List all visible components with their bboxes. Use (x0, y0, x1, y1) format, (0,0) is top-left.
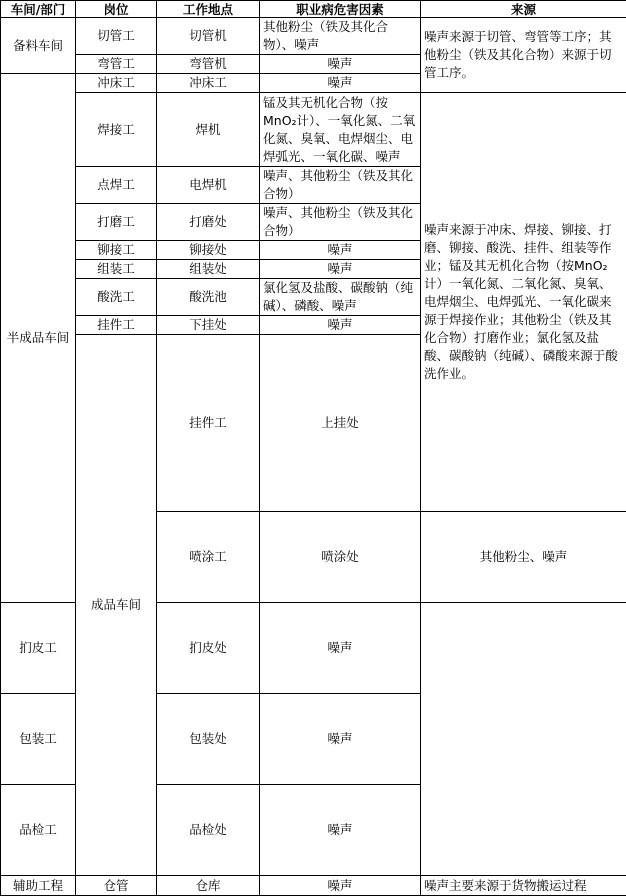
hazard-cell: 噪声 (260, 603, 421, 694)
post-cell: 打磨工 (76, 204, 157, 241)
post-cell: 组装工 (76, 260, 157, 279)
workplace-cell: 酸洗池 (157, 279, 260, 316)
department-cell: 辅助工程 (1, 876, 76, 896)
post-cell: 挂件工 (157, 335, 260, 512)
post-cell: 仓管 (76, 876, 157, 896)
header-source: 来源 (421, 1, 626, 18)
post-cell: 喷涂工 (157, 512, 260, 603)
workplace-cell: 喷涂处 (260, 512, 421, 603)
source-cell: 噪声来源于切管、弯管等工序；其他粉尘（铁及其化合物）来源于切管工序。 (421, 18, 626, 93)
hazard-cell: 噪声、其他粉尘（铁及其化合物） (260, 167, 421, 204)
post-cell: 冲床工 (76, 74, 157, 93)
header-row (1, 1, 626, 18)
post-cell: 酸洗工 (76, 279, 157, 316)
workplace-cell: 下挂处 (157, 316, 260, 335)
post-cell: 扪皮工 (1, 603, 76, 694)
post-cell: 包装工 (1, 694, 76, 785)
department-cell: 成品车间 (76, 335, 157, 876)
post-cell: 品检工 (1, 785, 76, 876)
workplace-cell: 上挂处 (260, 335, 421, 512)
post-cell: 点焊工 (76, 167, 157, 204)
header-hazard: 职业病危害因素 (260, 1, 421, 18)
hazard-cell: 噪声 (260, 241, 421, 260)
post-cell: 挂件工 (76, 316, 157, 335)
workplace-cell: 仓库 (157, 876, 260, 896)
workplace-cell: 品检处 (157, 785, 260, 876)
header-post: 岗位 (76, 1, 157, 18)
table-row (1, 93, 626, 167)
hazard-cell: 噪声 (260, 316, 421, 335)
workplace-cell: 切管机 (157, 18, 260, 55)
hazard-cell: 噪声 (260, 694, 421, 785)
hazard-cell: 氯化氢及盐酸、碳酸钠（纯碱）、磷酸、噪声 (260, 279, 421, 316)
post-cell: 弯管工 (76, 55, 157, 74)
workplace-cell: 冲床工 (157, 74, 260, 93)
hazard-cell: 其他粉尘、噪声 (421, 512, 626, 603)
workplace-cell: 焊机 (157, 93, 260, 167)
table-row (1, 876, 626, 896)
header-workplace: 工作地点 (157, 1, 260, 18)
post-cell: 焊接工 (76, 93, 157, 167)
hazard-cell: 噪声 (260, 74, 421, 93)
source-cell: 噪声来源于冲床、焊接、铆接、打磨、铆接、酸洗、挂件、组装等作业；锰及其无机化合物（按MnO₂计）一氧化氮、二氧化氮、臭氧、电焊烟尘、电焊弧光、一氧化碳来源于焊接作业；其他粉尘（铁及其化合物）打磨作业；氯化氢及盐酸、碳酸钠（纯碱）、磷酸来源于酸洗作业。 (421, 93, 626, 512)
hazard-cell: 噪声、其他粉尘（铁及其化合物） (260, 204, 421, 241)
hazard-cell: 噪声 (260, 876, 421, 896)
workplace-cell: 弯管机 (157, 55, 260, 74)
hazard-cell: 噪声 (260, 55, 421, 74)
hazard-cell: 噪声 (260, 260, 421, 279)
workplace-cell: 组装处 (157, 260, 260, 279)
workplace-cell: 打磨处 (157, 204, 260, 241)
header-department: 车间/部门 (1, 1, 76, 18)
workplace-cell: 电焊机 (157, 167, 260, 204)
department-cell: 备料车间 (1, 18, 76, 74)
workplace-cell: 扪皮处 (157, 603, 260, 694)
post-cell: 切管工 (76, 18, 157, 55)
hazard-cell: 噪声 (260, 785, 421, 876)
hazard-cell: 锰及其无机化合物（按MnO₂计）、一氧化氮、二氧化氮、臭氧、电焊烟尘、电焊弧光、一氧化碳、噪声 (260, 93, 421, 167)
hazard-cell: 其他粉尘（铁及其化合物）、噪声 (260, 18, 421, 55)
source-cell: 噪声主要来源于货物搬运过程 (421, 876, 626, 896)
department-cell: 半成品车间 (1, 74, 76, 603)
workplace-cell: 包装处 (157, 694, 260, 785)
workplace-cell: 铆接处 (157, 241, 260, 260)
table-row (1, 18, 626, 55)
post-cell: 铆接工 (76, 241, 157, 260)
